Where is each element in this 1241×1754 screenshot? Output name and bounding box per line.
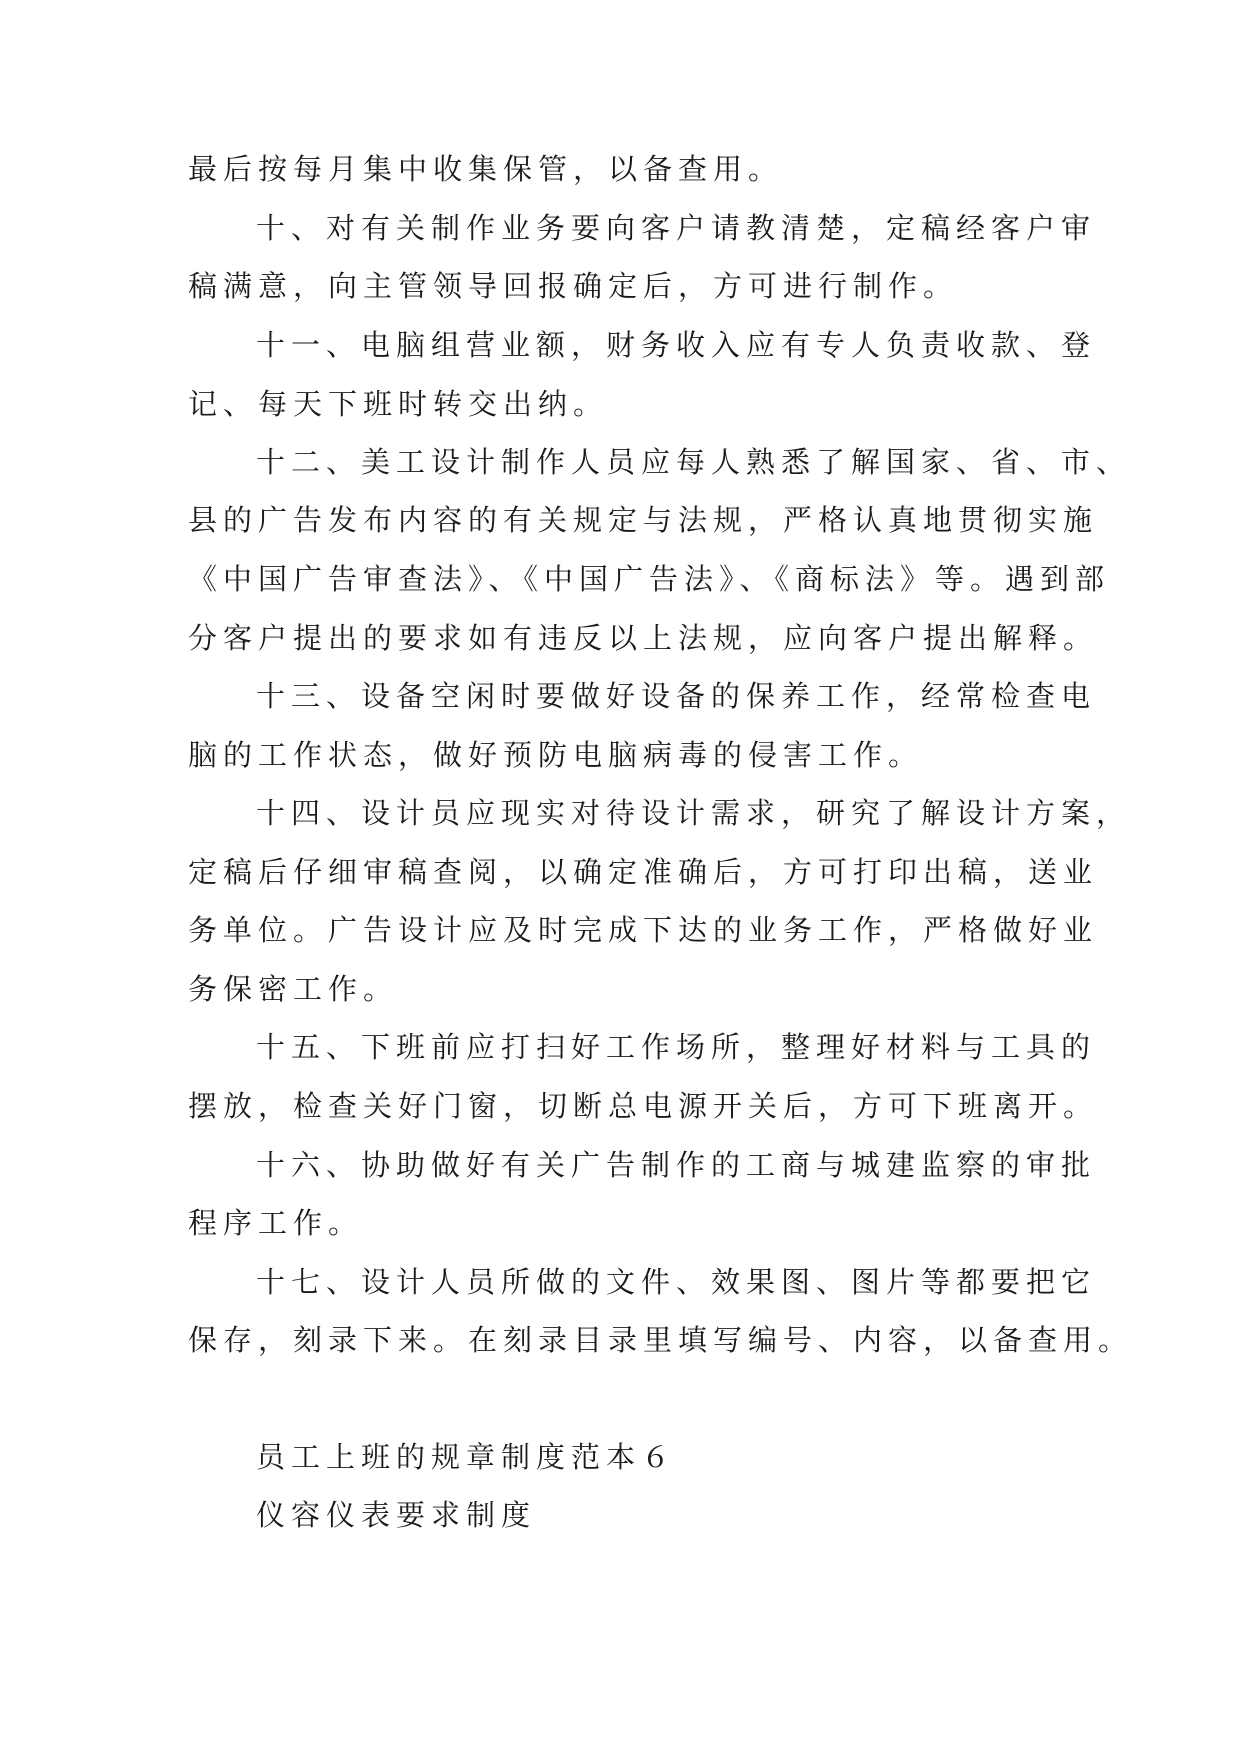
paragraph-16-line-2: 程序工作。 [188, 1206, 364, 1240]
paragraph-15-line-2: 摆放，检查关好门窗，切断总电源开关后，方可下班离开。 [188, 1089, 1099, 1123]
paragraph-15-line-1: 十五、下班前应打扫好工作场所，整理好材料与工具的 [256, 1030, 1097, 1064]
paragraph-16-line-1: 十六、协助做好有关广告制作的工商与城建监察的审批 [256, 1148, 1097, 1182]
subsection-heading: 仪容仪表要求制度 [256, 1498, 537, 1532]
paragraph-13-line-1: 十三、设备空闲时要做好设备的保养工作，经常检查电 [256, 679, 1097, 713]
paragraph-12-line-2: 县的广告发布内容的有关规定与法规，严格认真地贯彻实施 [188, 503, 1099, 537]
paragraph-13-line-2: 脑的工作状态，做好预防电脑病毒的侵害工作。 [188, 738, 924, 772]
paragraph-11-line-1: 十一、电脑组营业额，财务收入应有专人负责收款、登 [256, 328, 1097, 362]
paragraph-14-line-2: 定稿后仔细审稿查阅，以确定准确后，方可打印出稿，送业 [188, 855, 1099, 889]
text-line-1: 最后按每月集中收集保管，以备查用。 [188, 152, 784, 186]
paragraph-12-line-4: 分客户提出的要求如有违反以上法规，应向客户提出解释。 [188, 621, 1099, 655]
section-heading: 员工上班的规章制度范本６ [256, 1440, 677, 1474]
paragraph-10-line-2: 稿满意，向主管领导回报确定后，方可进行制作。 [188, 269, 959, 303]
paragraph-10-line-1: 十、对有关制作业务要向客户请教清楚，定稿经客户审 [256, 211, 1097, 245]
paragraph-14-line-1: 十四、设计员应现实对待设计需求，研究了解设计方案， [256, 796, 1132, 830]
paragraph-12-line-1: 十二、美工设计制作人员应每人熟悉了解国家、省、市、 [256, 445, 1132, 479]
paragraph-12-line-3: 《中国广告审查法》、《中国广告法》、《商标法》等。遇到部 [188, 562, 1111, 596]
paragraph-11-line-2: 记、每天下班时转交出纳。 [188, 387, 609, 421]
paragraph-14-line-4: 务保密工作。 [188, 972, 399, 1006]
paragraph-17-line-2: 保存，刻录下来。在刻录目录里填写编号、内容，以备查用。 [188, 1323, 1134, 1357]
paragraph-17-line-1: 十七、设计人员所做的文件、效果图、图片等都要把它 [256, 1265, 1097, 1299]
paragraph-14-line-3: 务单位。广告设计应及时完成下达的业务工作，严格做好业 [188, 913, 1099, 947]
